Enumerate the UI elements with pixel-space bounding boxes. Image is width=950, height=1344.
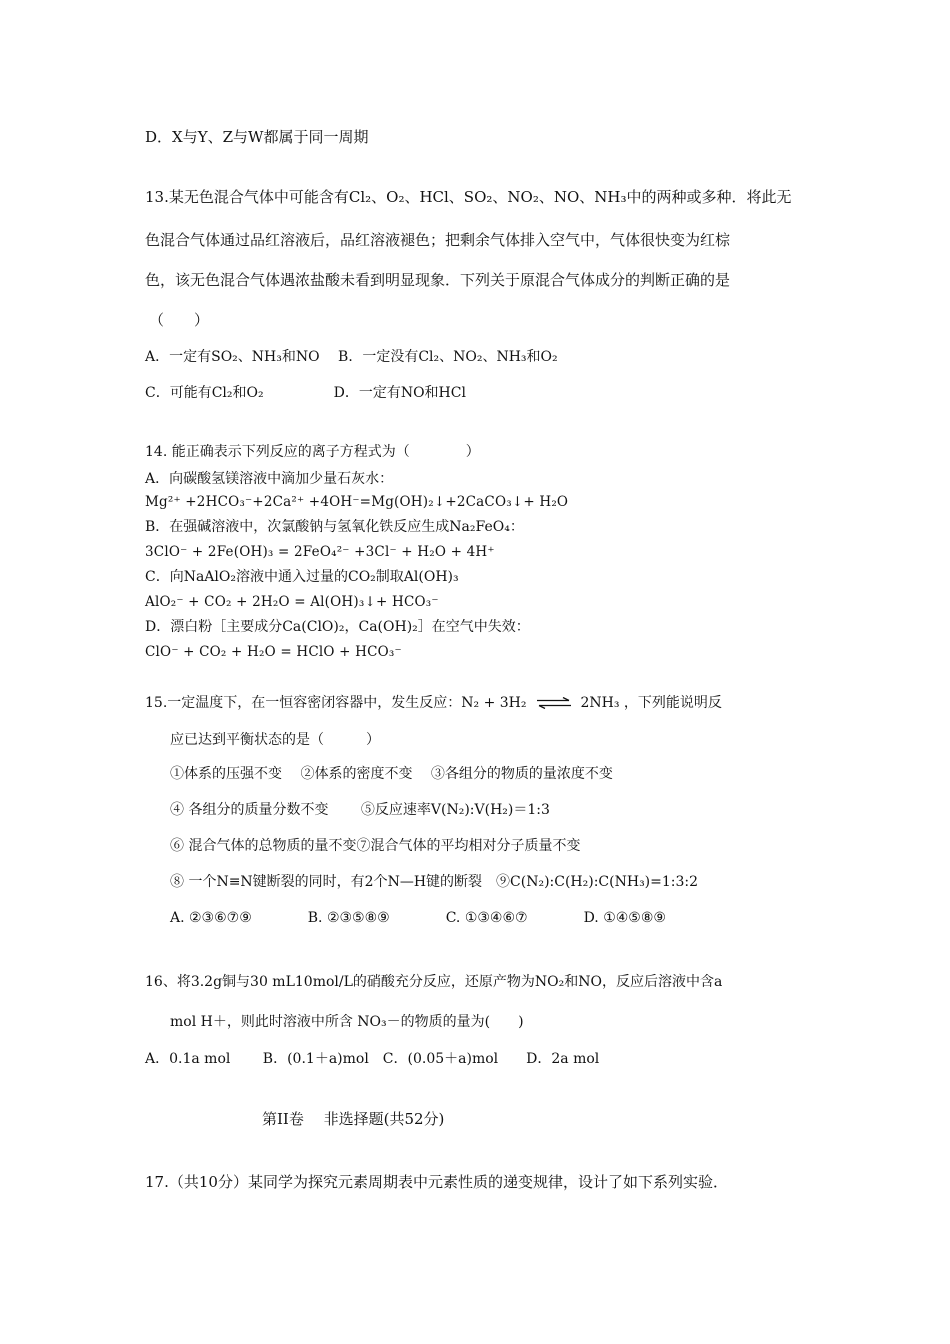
q14-option-c: C．向NaAlO₂溶液中通入过量的CO₂制取Al(OH)₃ [145,569,459,585]
q14-equation-a: Mg²⁺ +2HCO₃⁻+2Ca²⁺ +4OH⁻=Mg(OH)₂↓+2CaCO₃↓+ H₂O [145,494,569,510]
q14-option-a: A．向碳酸氢镁溶液中滴加少量石灰水： [145,471,394,487]
q15-line-1 [145,696,722,710]
q13-options-ab: A．一定有SO₂、NH₃和NO B．一定没有Cl₂、NO₂、NH₃和O₂ [145,349,558,365]
q15-statements-1: ①体系的压强不变 ②体系的密度不变 ③各组分的物质的量浓度不变 [170,766,613,782]
q15-statements-2: ④ 各组分的质量分数不变 ⑤反应速率V(N₂):V(H₂)＝1:3 [170,802,550,818]
q13-line-3: 色，该无色混合气体遇浓盐酸未看到明显现象．下列关于原混合气体成分的判断正确的是 [145,271,731,289]
q14-option-d: D．漂白粉［主要成分Ca(ClO)₂，Ca(OH)₂］在空气中失效： [145,619,530,635]
q13-line-1: 13.某无色混合气体中可能含有Cl₂、O₂、HCl、SO₂、NO₂、NO、NH₃中的两种或多种．将此无 [145,188,792,206]
q13-answer-bracket: （ ） [149,311,210,329]
q16-choices: A．0.1a mol B．(0.1＋a)mol C．(0.05＋a)mol D．2a mol [145,1051,600,1067]
question-12-option-d: D．X与Y、Z与W都属于同一周期 [145,128,369,146]
q15-line-1-start: 15.一定温度下，在一恒容密闭容器中，发生反应：N₂ + 3H₂ [145,695,527,711]
q14-equation-c: AlO₂⁻ + CO₂ + 2H₂O = Al(OH)₃↓+ HCO₃⁻ [145,594,439,610]
q16-line-2: mol H＋，则此时溶液中所含 NO₃－的物质的量为( ) [170,1014,524,1030]
q13-options-cd: C．可能有Cl₂和O₂ D．一定有NO和HCl [145,385,466,401]
part-2-heading: 第II卷 非选择题(共52分) [262,1110,445,1128]
question-17: 17.（共10分）某同学为探究元素周期表中元素性质的递变规律，设计了如下系列实验． [145,1173,728,1191]
q13-line-2: 色混合气体通过品红溶液后，品红溶液褪色；把剩余气体排入空气中，气体很快变为红棕 [145,231,731,249]
q14-equation-d: ClO⁻ + CO₂ + H₂O = HClO + HCO₃⁻ [145,644,402,660]
q14-equation-b: 3ClO⁻ + 2Fe(OH)₃ = 2FeO₄²⁻ +3Cl⁻ + H₂O + 4H⁺ [145,544,495,560]
q15-choices: A. ②③⑥⑦⑨ B. ②③⑤⑧⑨ C. ①③④⑥⑦ D. ①④⑤⑧⑨ [170,910,666,926]
q14-option-b: B．在强碱溶液中，次氯酸钠与氢氧化铁反应生成Na₂FeO₄： [145,519,524,535]
q15-line-2: 应已达到平衡状态的是（ ） [170,732,380,748]
reversible-arrow-icon [535,697,573,709]
q16-line-1: 16、将3.2g铜与30 mL10mol/L的硝酸充分反应，还原产物为NO₂和NO，反应后溶液中含a [145,974,723,990]
q15-line-1-end: 2NH₃ ，下列能说明反 [580,695,722,711]
q15-statements-4: ⑧ 一个N≡N键断裂的同时，有2个N—H键的断裂 ⑨C(N₂):C(H₂):C(NH₃)=1:3:2 [170,874,699,890]
q15-statements-3: ⑥ 混合气体的总物质的量不变⑦混合气体的平均相对分子质量不变 [170,838,581,854]
q14-stem: 14. 能正确表示下列反应的离子方程式为（ ） [145,444,480,460]
